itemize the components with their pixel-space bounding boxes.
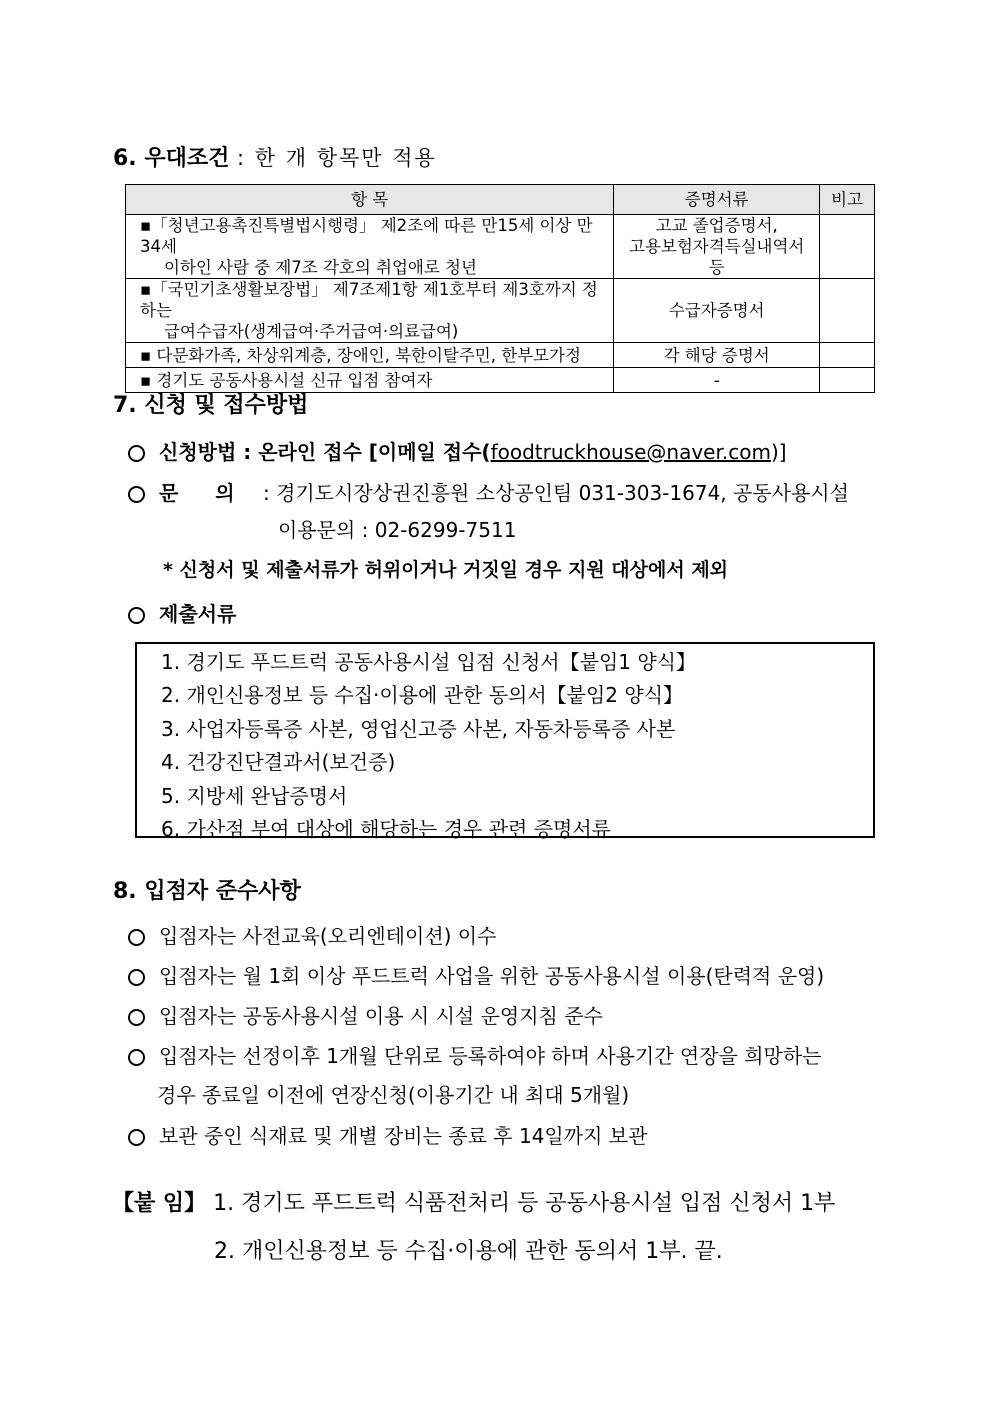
- row-doc: 각 해당 증명서: [614, 343, 820, 368]
- row-doc-line: 고교 졸업증명서,: [655, 216, 778, 235]
- list-item-text: 입점자는 사전교육(오리엔테이션) 이수: [159, 924, 497, 948]
- list-item-text: 보관 중인 식재료 및 개별 장비는 종료 후 14일까지 보관: [159, 1124, 648, 1148]
- section7-title: 7. 신청 및 접수방법: [113, 393, 309, 418]
- method-label: 신청방법 : 온라인 접수 [이메일 접수(: [159, 440, 491, 464]
- row-doc-line: 고용보험자격득실내역서 등: [629, 237, 805, 277]
- row-note: [820, 343, 875, 368]
- list-item: 6. 가산점 부여 대상에 해당하는 경우 관련 증명서류: [161, 817, 611, 841]
- attachments-label: 【붙 임】: [112, 1191, 207, 1216]
- docs-heading: [128, 598, 236, 627]
- row-item-line: ▪「청년고용촉진특별법시행령」 제2조에 따른 만15세 이상 만34세: [140, 216, 593, 256]
- circle-bullet-icon: [128, 486, 145, 503]
- list-item: 3. 사업자등록증 사본, 영업신고증 사본, 자동차등록증 사본: [161, 717, 676, 741]
- circle-bullet-icon: [128, 1009, 145, 1026]
- list-item: 5. 지방세 완납증명서: [161, 784, 348, 808]
- row-item: ▪ 경기도 공동사용시설 신규 입점 참여자: [126, 368, 614, 393]
- inquiry-label: 문 의: [159, 481, 235, 505]
- circle-bullet-icon: [128, 969, 145, 986]
- inquiry-line1: : 경기도시장상권진흥원 소상공인팀 031-303-1674, 공동사용시설: [263, 481, 849, 505]
- email-link[interactable]: foodtruckhouse@naver.com: [490, 440, 771, 464]
- row-note: [820, 368, 875, 393]
- section6-title: 6. 우대조건: [113, 146, 230, 171]
- circle-bullet-icon: [128, 445, 145, 462]
- list-item: [128, 1000, 603, 1029]
- list-item-text: 입점자는 공동사용시설 이용 시 시설 운영지침 준수: [159, 1004, 603, 1028]
- attachments-line1: [112, 1186, 835, 1217]
- method-close: )]: [770, 440, 787, 464]
- attachment-item: 1. 경기도 푸드트럭 식품전처리 등 공동사용시설 입점 신청서 1부: [213, 1191, 836, 1216]
- row-doc: 수급자증명서: [614, 279, 820, 343]
- list-item: [128, 920, 496, 949]
- section6-subtitle: : 한 개 항목만 적용: [237, 146, 437, 170]
- table-row: [126, 343, 875, 368]
- circle-bullet-icon: [128, 1129, 145, 1146]
- row-item: [126, 215, 614, 279]
- row-item-line: 이하인 사람 중 제7조 각호의 취업애로 청년: [164, 258, 477, 277]
- docs-title: 제출서류: [159, 602, 237, 626]
- table-header-row: [126, 185, 875, 215]
- documents-box: [135, 642, 875, 841]
- header-item: 항 목: [126, 185, 614, 215]
- list-item: [128, 1120, 647, 1149]
- row-item-line: 급여수급자(생계급여·주거급여·의료급여): [164, 322, 459, 341]
- row-note: [820, 279, 875, 343]
- attachment-item: 2. 개인신용정보 등 수집·이용에 관한 동의서 1부. 끝.: [214, 1239, 723, 1264]
- row-item: [126, 279, 614, 343]
- list-item-text: 입점자는 월 1회 이상 푸드트럭 사업을 위한 공동사용시설 이용(탄력적 운영): [159, 964, 825, 988]
- list-item: [128, 1040, 822, 1069]
- list-item: 1. 경기도 푸드트럭 공동사용시설 입점 신청서【붙임1 양식】: [161, 650, 696, 674]
- circle-bullet-icon: [128, 929, 145, 946]
- inquiry-line: [128, 477, 849, 506]
- header-doc: 증명서류: [614, 185, 820, 215]
- section8-title: 8. 입점자 준수사항: [113, 879, 301, 904]
- list-item: 2. 개인신용정보 등 수집·이용에 관한 동의서【붙임2 양식】: [161, 683, 684, 707]
- warning-note: * 신청서 및 제출서류가 허위이거나 거짓일 경우 지원 대상에서 제외: [163, 559, 729, 581]
- table-row: [126, 279, 875, 343]
- inquiry-line2: 이용문의 : 02-6299-7511: [278, 518, 517, 542]
- method-line: [128, 436, 787, 465]
- preference-table: [125, 184, 875, 393]
- table-row: [126, 215, 875, 279]
- row-doc: -: [614, 368, 820, 393]
- circle-bullet-icon: [128, 607, 145, 624]
- list-item: 4. 건강진단결과서(보건증): [161, 750, 396, 774]
- row-item: ▪ 다문화가족, 차상위계층, 장애인, 북한이탈주민, 한부모가정: [126, 343, 614, 368]
- row-item-line: ▪「국민기초생활보장법」 제7조제1항 제1호부터 제3호까지 정하는: [140, 280, 598, 320]
- list-item-continuation: 경우 종료일 이전에 연장신청(이용기간 내 최대 5개월): [157, 1083, 630, 1107]
- circle-bullet-icon: [128, 1049, 145, 1066]
- row-doc: [614, 215, 820, 279]
- list-item-text: 입점자는 선정이후 1개월 단위로 등록하여야 하며 사용기간 연장을 희망하는: [159, 1044, 822, 1068]
- section6-heading: [113, 141, 437, 172]
- header-note: 비고: [820, 185, 875, 215]
- row-note: [820, 215, 875, 279]
- list-item: [128, 960, 824, 989]
